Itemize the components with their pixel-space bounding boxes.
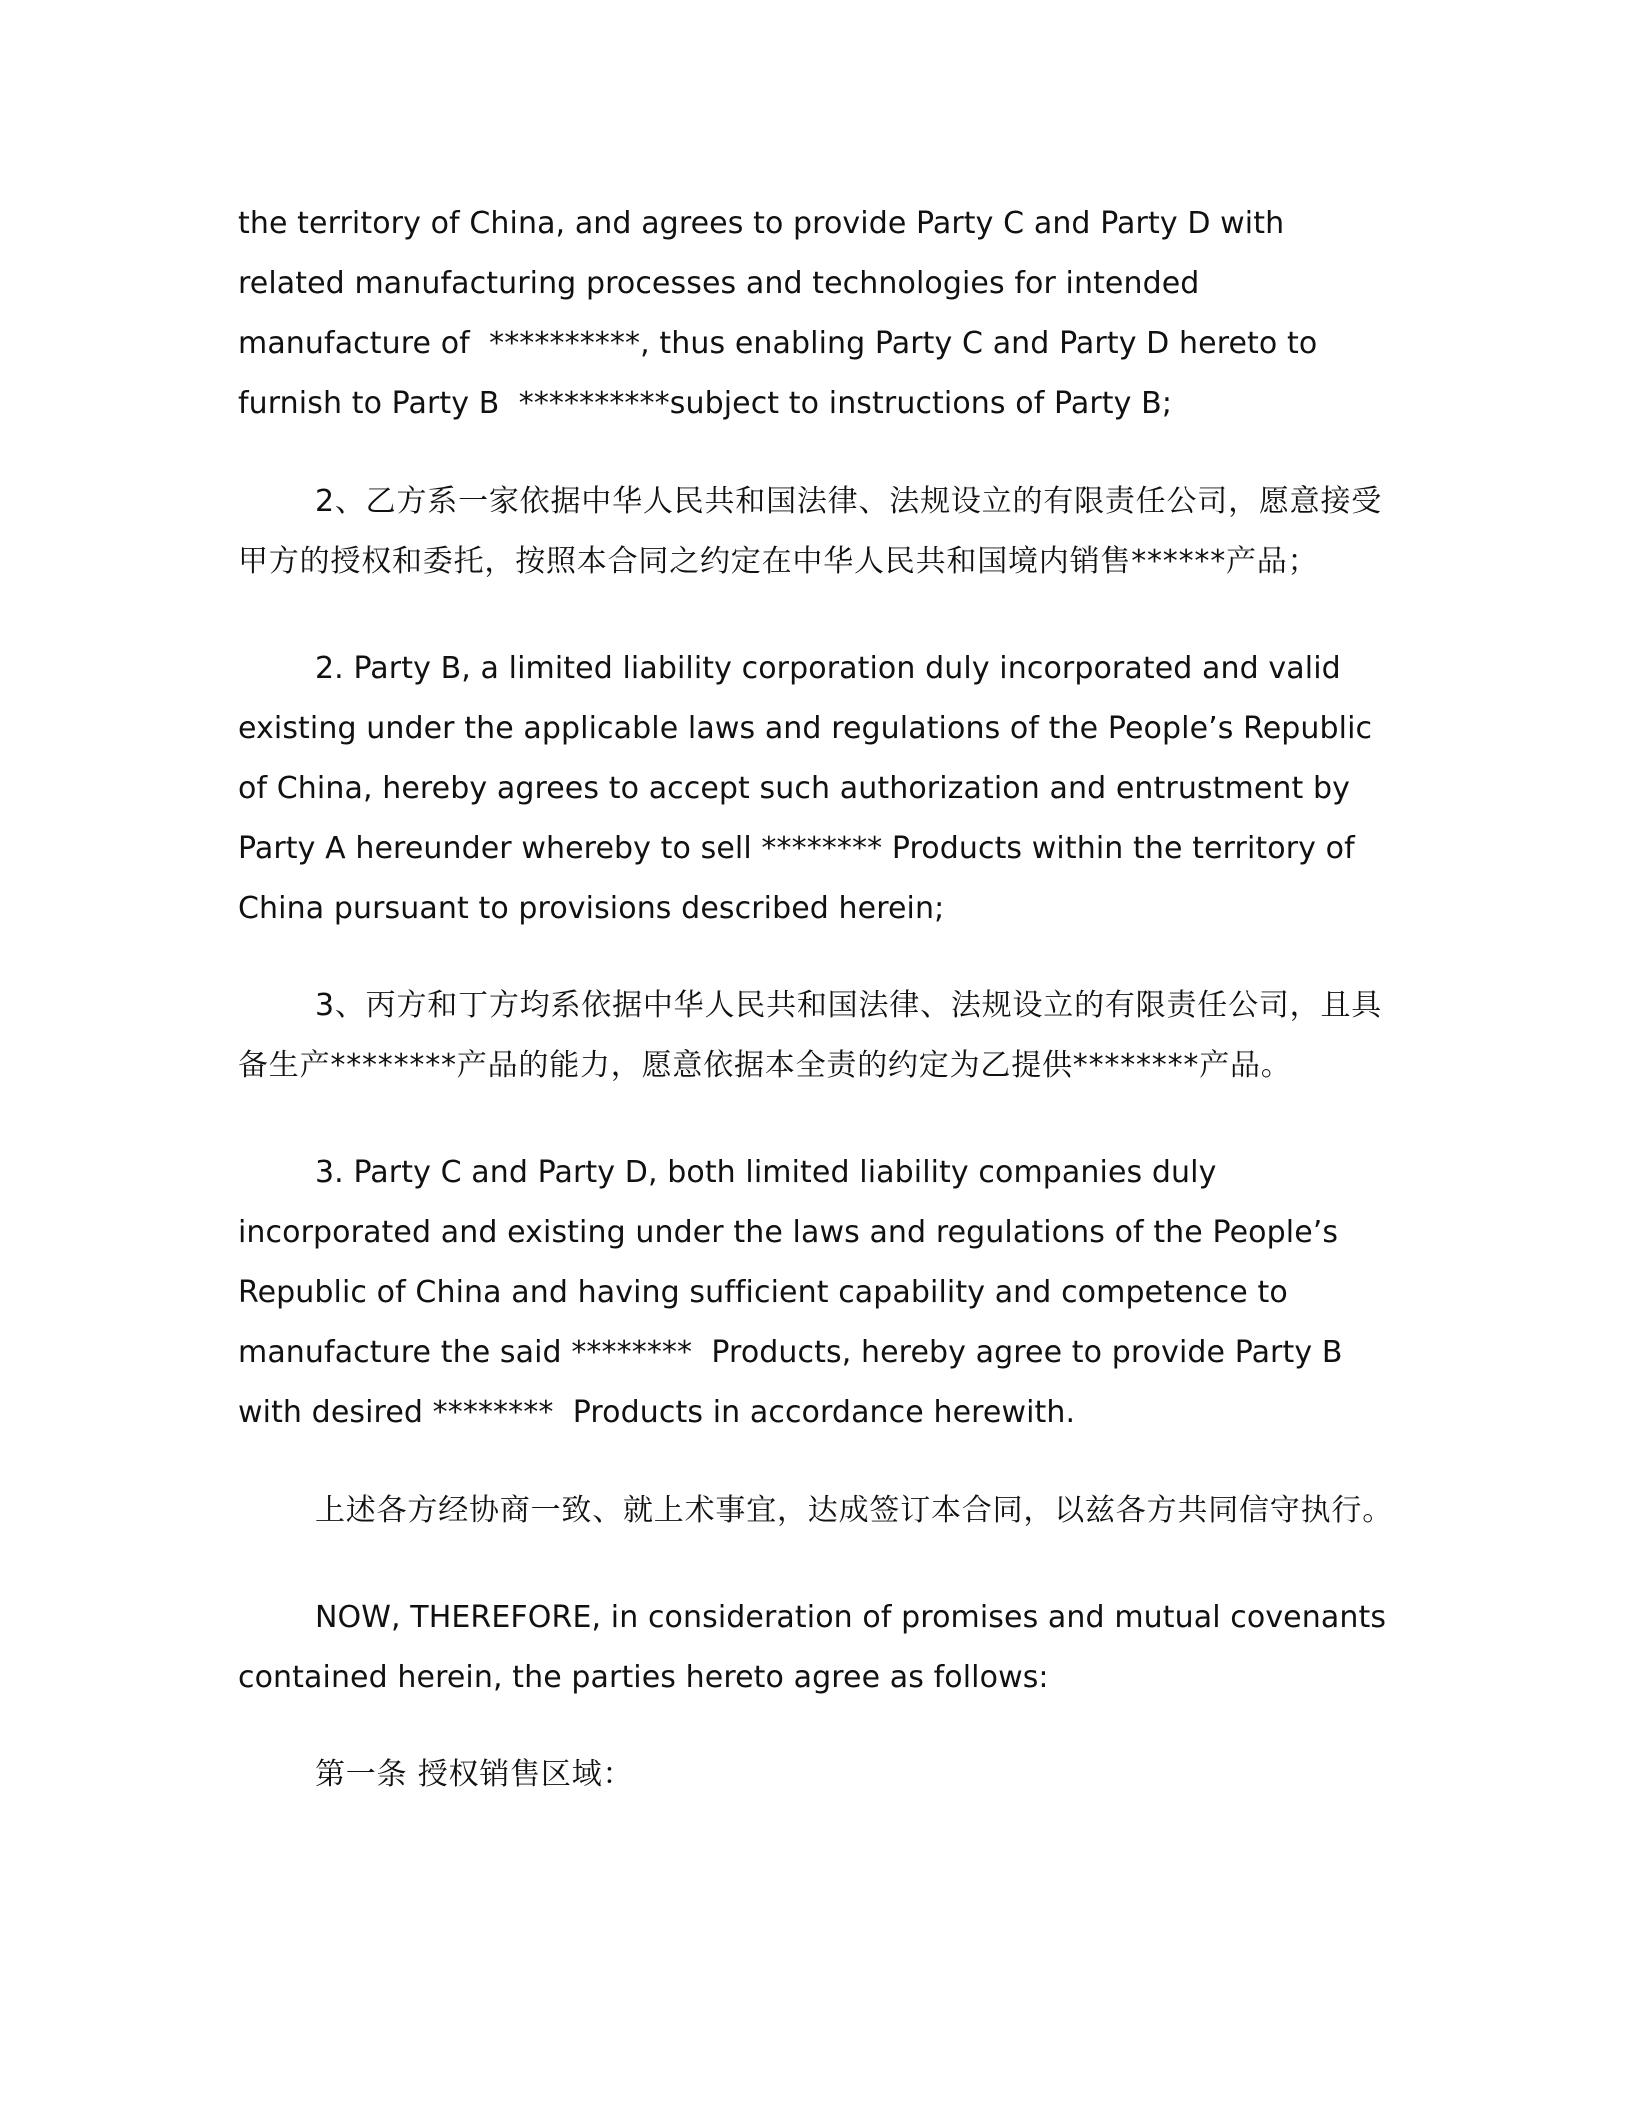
- article-1-heading-zh: 第一条 授权销售区域：: [315, 1757, 634, 1792]
- document-body: [238, 194, 1398, 1805]
- agreement-paragraph-en: NOW, THEREFORE, in consideration of promises and mutual covenants contained herein, the parties hereto agree as follows:: [238, 1600, 1396, 1695]
- clause-2-paragraph-zh: 2、乙方系一家依据中华人民共和国法律、法规设立的有限责任公司，愿意接受甲方的授权和委托，按照本合同之约定在中华人民共和国境内销售******产品；: [238, 484, 1383, 579]
- clause-3-paragraph-en: 3. Party C and Party D, both limited liability companies duly incorporated and existing under the laws and regulations of the People’s Republic of China and having sufficient capability and competence to manufacture the said ******** Products, hereby agree to provide Party B with desired ******** Products in accordance herewith.: [238, 1155, 1353, 1430]
- clause-2-paragraph-en: 2. Party B, a limited liability corporation duly incorporated and valid existing under the applicable laws and regulations of the People’s Republic of China, hereby agrees to accept such authorization and entrustment by Party A hereunder whereby to sell ******** Products within the territory of China pursuant to provisions described herein;: [238, 651, 1382, 926]
- clause-3-paragraph-zh: 3、丙方和丁方均系依据中华人民共和国法律、法规设立的有限责任公司，且具备生产********产品的能力，愿意依据本全责的约定为乙提供********产品。: [238, 988, 1383, 1083]
- agreement-paragraph-zh: 上述各方经协商一致、就上术事宜，达成签订本合同，以兹各方共同信守执行。: [315, 1493, 1393, 1528]
- continuation-paragraph-en: the territory of China, and agrees to provide Party C and Party D with related manufacturing processes and technologies for intended manufacture of **********, thus enabling Party C and Party D hereto to furnish to Party B **********subject to instructions of Party B;: [238, 206, 1327, 421]
